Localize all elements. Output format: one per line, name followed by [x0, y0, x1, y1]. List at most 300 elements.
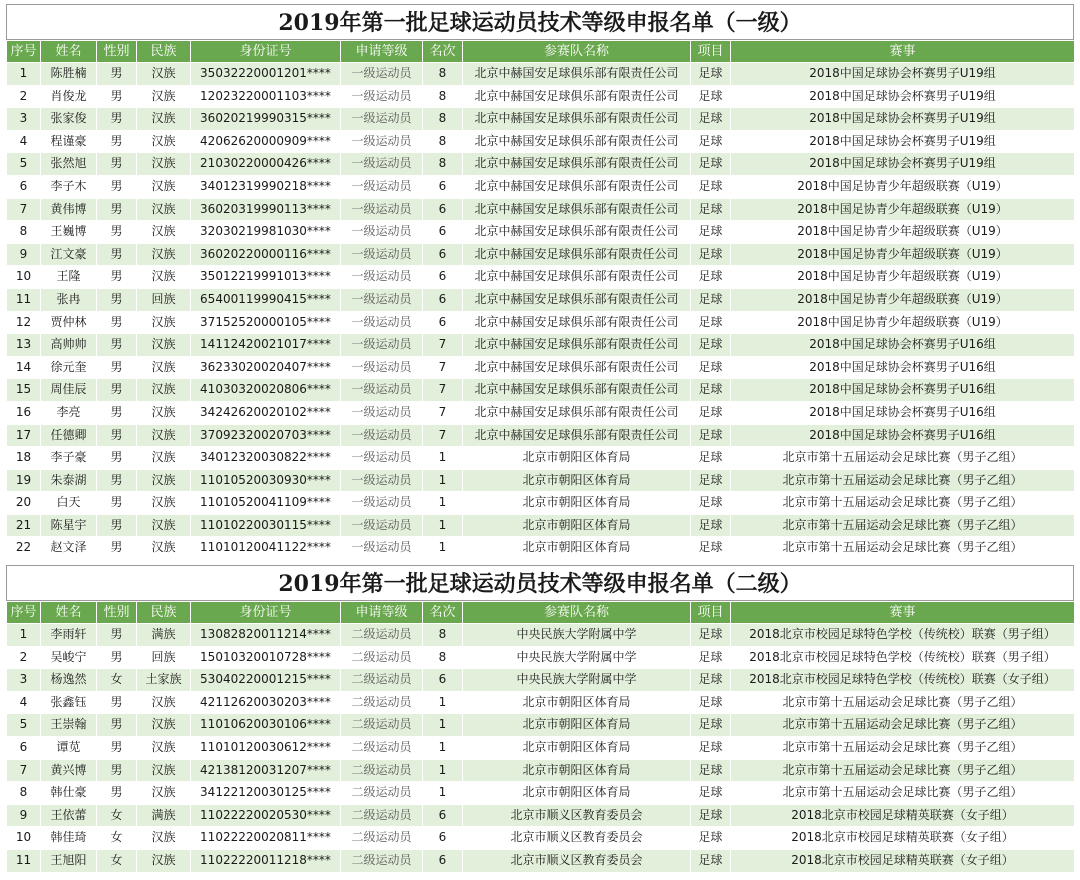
cell-id-number: 15010320010728****	[191, 646, 341, 669]
cell-sport: 足球	[691, 288, 731, 311]
cell-level: 一级运动员	[341, 424, 423, 447]
cell-seq: 21	[7, 514, 41, 537]
table-row	[7, 401, 1075, 424]
cell-name: 高帅帅	[41, 334, 97, 357]
cell-sport: 足球	[691, 714, 731, 737]
cell-level: 一级运动员	[341, 130, 423, 153]
cell-level: 二级运动员	[341, 759, 423, 782]
cell-seq: 2	[7, 646, 41, 669]
cell-id-number: 12023220001103****	[191, 85, 341, 108]
table-row	[7, 646, 1075, 669]
cell-sport: 足球	[691, 85, 731, 108]
cell-team: 北京中赫国安足球俱乐部有限责任公司	[463, 85, 691, 108]
cell-id-number: 14112420021017****	[191, 334, 341, 357]
table-row	[7, 108, 1075, 131]
cell-rank: 7	[423, 379, 463, 402]
cell-rank: 7	[423, 401, 463, 424]
table-row	[7, 153, 1075, 176]
column-header-ethnicity: 民族	[137, 41, 191, 63]
cell-gender: 女	[97, 669, 137, 692]
cell-name: 谭苋	[41, 736, 97, 759]
cell-gender: 男	[97, 130, 137, 153]
cell-ethnicity: 汉族	[137, 759, 191, 782]
cell-id-number: 32030219981030****	[191, 221, 341, 244]
cell-seq: 6	[7, 736, 41, 759]
cell-competition: 2018北京市校园足球精英联赛（女子组）	[731, 827, 1075, 850]
cell-id-number: 42062620000909****	[191, 130, 341, 153]
cell-id-number: 35032220001201****	[191, 63, 341, 86]
cell-gender: 男	[97, 514, 137, 537]
first-level-list	[6, 4, 1074, 560]
cell-ethnicity: 汉族	[137, 492, 191, 515]
cell-level: 一级运动员	[341, 334, 423, 357]
cell-level: 一级运动员	[341, 266, 423, 289]
cell-gender: 男	[97, 379, 137, 402]
cell-seq: 3	[7, 669, 41, 692]
cell-gender: 男	[97, 537, 137, 560]
cell-ethnicity: 汉族	[137, 198, 191, 221]
cell-id-number: 36020219990315****	[191, 108, 341, 131]
cell-seq: 2	[7, 85, 41, 108]
cell-id-number: 11022220011218****	[191, 849, 341, 872]
cell-ethnicity: 汉族	[137, 243, 191, 266]
cell-level: 一级运动员	[341, 537, 423, 560]
cell-rank: 6	[423, 198, 463, 221]
first-level-title: 2019年第一批足球运动员技术等级申报名单（一级）	[6, 4, 1074, 40]
cell-gender: 男	[97, 424, 137, 447]
cell-ethnicity: 汉族	[137, 714, 191, 737]
cell-name: 王崇翰	[41, 714, 97, 737]
cell-sport: 足球	[691, 198, 731, 221]
cell-rank: 7	[423, 356, 463, 379]
table-row	[7, 514, 1075, 537]
column-header-level: 申请等级	[341, 602, 423, 624]
table-row	[7, 469, 1075, 492]
cell-level: 一级运动员	[341, 447, 423, 470]
cell-level: 一级运动员	[341, 153, 423, 176]
cell-sport: 足球	[691, 469, 731, 492]
cell-competition: 2018北京市校园足球特色学校（传统校）联赛（男子组）	[731, 624, 1075, 647]
cell-name: 黄伟博	[41, 198, 97, 221]
cell-sport: 足球	[691, 266, 731, 289]
cell-competition: 北京市第十五届运动会足球比赛（男子乙组）	[731, 691, 1075, 714]
cell-seq: 8	[7, 221, 41, 244]
cell-team: 中央民族大学附属中学	[463, 669, 691, 692]
cell-name: 肖俊龙	[41, 85, 97, 108]
cell-id-number: 37092320020703****	[191, 424, 341, 447]
table-row	[7, 691, 1075, 714]
cell-team: 北京市朝阳区体育局	[463, 782, 691, 805]
cell-seq: 11	[7, 288, 41, 311]
column-header-level: 申请等级	[341, 41, 423, 63]
cell-gender: 男	[97, 401, 137, 424]
cell-team: 北京中赫国安足球俱乐部有限责任公司	[463, 334, 691, 357]
column-header-rank: 名次	[423, 41, 463, 63]
cell-rank: 8	[423, 646, 463, 669]
cell-sport: 足球	[691, 63, 731, 86]
table-row	[7, 424, 1075, 447]
cell-seq: 1	[7, 624, 41, 647]
cell-sport: 足球	[691, 175, 731, 198]
cell-level: 二级运动员	[341, 804, 423, 827]
cell-ethnicity: 土家族	[137, 669, 191, 692]
table-row	[7, 198, 1075, 221]
cell-id-number: 34012319990218****	[191, 175, 341, 198]
cell-team: 北京市朝阳区体育局	[463, 736, 691, 759]
cell-id-number: 42112620030203****	[191, 691, 341, 714]
cell-rank: 1	[423, 759, 463, 782]
cell-ethnicity: 回族	[137, 646, 191, 669]
cell-seq: 16	[7, 401, 41, 424]
cell-id-number: 11010120041122****	[191, 537, 341, 560]
cell-sport: 足球	[691, 646, 731, 669]
cell-team: 北京市朝阳区体育局	[463, 759, 691, 782]
cell-team: 北京中赫国安足球俱乐部有限责任公司	[463, 221, 691, 244]
table-row	[7, 175, 1075, 198]
cell-id-number: 11010520030930****	[191, 469, 341, 492]
table-row	[7, 288, 1075, 311]
cell-ethnicity: 汉族	[137, 447, 191, 470]
cell-competition: 北京市第十五届运动会足球比赛（男子乙组）	[731, 759, 1075, 782]
cell-sport: 足球	[691, 108, 731, 131]
cell-gender: 男	[97, 311, 137, 334]
cell-competition: 2018中国足球协会杯赛男子U19组	[731, 130, 1075, 153]
cell-seq: 3	[7, 108, 41, 131]
table-header-row	[7, 41, 1075, 63]
cell-rank: 6	[423, 311, 463, 334]
cell-gender: 男	[97, 759, 137, 782]
table-row	[7, 266, 1075, 289]
table-row	[7, 243, 1075, 266]
cell-sport: 足球	[691, 356, 731, 379]
cell-gender: 男	[97, 221, 137, 244]
table-row	[7, 492, 1075, 515]
cell-rank: 1	[423, 537, 463, 560]
cell-id-number: 37152520000105****	[191, 311, 341, 334]
cell-ethnicity: 汉族	[137, 63, 191, 86]
cell-seq: 1	[7, 63, 41, 86]
cell-team: 北京中赫国安足球俱乐部有限责任公司	[463, 175, 691, 198]
table-row	[7, 130, 1075, 153]
cell-rank: 1	[423, 447, 463, 470]
cell-rank: 8	[423, 153, 463, 176]
cell-seq: 13	[7, 334, 41, 357]
cell-sport: 足球	[691, 379, 731, 402]
cell-seq: 7	[7, 198, 41, 221]
cell-sport: 足球	[691, 782, 731, 805]
cell-rank: 1	[423, 469, 463, 492]
cell-rank: 6	[423, 804, 463, 827]
cell-rank: 8	[423, 85, 463, 108]
cell-competition: 2018中国足协青少年超级联赛（U19）	[731, 175, 1075, 198]
cell-rank: 8	[423, 624, 463, 647]
cell-gender: 男	[97, 108, 137, 131]
cell-competition: 2018中国足协青少年超级联赛（U19）	[731, 198, 1075, 221]
cell-seq: 12	[7, 311, 41, 334]
cell-name: 李亮	[41, 401, 97, 424]
table-row	[7, 221, 1075, 244]
cell-name: 周佳辰	[41, 379, 97, 402]
cell-id-number: 11010220030115****	[191, 514, 341, 537]
cell-level: 一级运动员	[341, 175, 423, 198]
cell-rank: 6	[423, 827, 463, 850]
cell-competition: 2018中国足球协会杯赛男子U16组	[731, 356, 1075, 379]
cell-rank: 6	[423, 669, 463, 692]
cell-id-number: 11010520041109****	[191, 492, 341, 515]
cell-rank: 8	[423, 130, 463, 153]
cell-name: 陈星宇	[41, 514, 97, 537]
cell-team: 北京市朝阳区体育局	[463, 691, 691, 714]
cell-level: 一级运动员	[341, 243, 423, 266]
cell-team: 北京市朝阳区体育局	[463, 469, 691, 492]
cell-competition: 北京市第十五届运动会足球比赛（男子乙组）	[731, 469, 1075, 492]
cell-ethnicity: 汉族	[137, 469, 191, 492]
table-row	[7, 63, 1075, 86]
second-level-list	[6, 565, 1074, 873]
cell-gender: 男	[97, 492, 137, 515]
cell-ethnicity: 汉族	[137, 849, 191, 872]
cell-ethnicity: 汉族	[137, 221, 191, 244]
cell-ethnicity: 汉族	[137, 266, 191, 289]
cell-level: 一级运动员	[341, 379, 423, 402]
cell-competition: 北京市第十五届运动会足球比赛（男子乙组）	[731, 514, 1075, 537]
cell-competition: 2018中国足球协会杯赛男子U19组	[731, 63, 1075, 86]
cell-rank: 6	[423, 221, 463, 244]
cell-seq: 22	[7, 537, 41, 560]
cell-seq: 11	[7, 849, 41, 872]
cell-team: 北京中赫国安足球俱乐部有限责任公司	[463, 288, 691, 311]
cell-sport: 足球	[691, 492, 731, 515]
cell-rank: 1	[423, 492, 463, 515]
cell-team: 北京市朝阳区体育局	[463, 537, 691, 560]
cell-team: 北京市朝阳区体育局	[463, 714, 691, 737]
cell-rank: 6	[423, 288, 463, 311]
cell-team: 北京市朝阳区体育局	[463, 492, 691, 515]
cell-competition: 2018北京市校园足球特色学校（传统校）联赛（女子组）	[731, 669, 1075, 692]
cell-sport: 足球	[691, 537, 731, 560]
cell-competition: 2018中国足协青少年超级联赛（U19）	[731, 266, 1075, 289]
cell-id-number: 36020220000116****	[191, 243, 341, 266]
cell-competition: 2018中国足协青少年超级联赛（U19）	[731, 243, 1075, 266]
cell-id-number: 36020319990113****	[191, 198, 341, 221]
cell-id-number: 11022220020530****	[191, 804, 341, 827]
cell-level: 一级运动员	[341, 356, 423, 379]
cell-name: 赵文泽	[41, 537, 97, 560]
cell-seq: 19	[7, 469, 41, 492]
cell-gender: 男	[97, 736, 137, 759]
cell-seq: 18	[7, 447, 41, 470]
cell-rank: 6	[423, 266, 463, 289]
table-row	[7, 379, 1075, 402]
cell-team: 北京中赫国安足球俱乐部有限责任公司	[463, 130, 691, 153]
cell-team: 北京市朝阳区体育局	[463, 514, 691, 537]
cell-seq: 8	[7, 782, 41, 805]
column-header-gender: 性别	[97, 602, 137, 624]
cell-id-number: 42138120031207****	[191, 759, 341, 782]
cell-name: 徐元奎	[41, 356, 97, 379]
table-row	[7, 804, 1075, 827]
cell-id-number: 11010620030106****	[191, 714, 341, 737]
cell-level: 一级运动员	[341, 311, 423, 334]
cell-sport: 足球	[691, 447, 731, 470]
cell-name: 王巍博	[41, 221, 97, 244]
cell-id-number: 65400119990415****	[191, 288, 341, 311]
column-header-gender: 性别	[97, 41, 137, 63]
cell-seq: 10	[7, 827, 41, 850]
cell-competition: 2018中国足球协会杯赛男子U16组	[731, 334, 1075, 357]
cell-id-number: 35012219991013****	[191, 266, 341, 289]
cell-sport: 足球	[691, 849, 731, 872]
cell-competition: 2018中国足球协会杯赛男子U19组	[731, 108, 1075, 131]
cell-seq: 9	[7, 804, 41, 827]
cell-gender: 男	[97, 153, 137, 176]
cell-name: 李子木	[41, 175, 97, 198]
cell-team: 中央民族大学附属中学	[463, 624, 691, 647]
cell-ethnicity: 满族	[137, 624, 191, 647]
table-row	[7, 537, 1075, 560]
table-row	[7, 782, 1075, 805]
cell-competition: 2018中国足球协会杯赛男子U16组	[731, 424, 1075, 447]
cell-seq: 6	[7, 175, 41, 198]
cell-seq: 9	[7, 243, 41, 266]
cell-rank: 1	[423, 691, 463, 714]
column-header-sport: 项目	[691, 41, 731, 63]
cell-name: 朱泰湖	[41, 469, 97, 492]
cell-sport: 足球	[691, 691, 731, 714]
cell-sport: 足球	[691, 130, 731, 153]
column-header-name: 姓名	[41, 41, 97, 63]
cell-team: 北京市朝阳区体育局	[463, 447, 691, 470]
cell-id-number: 13082820011214****	[191, 624, 341, 647]
cell-rank: 8	[423, 108, 463, 131]
cell-name: 贾仲林	[41, 311, 97, 334]
table-row	[7, 334, 1075, 357]
cell-level: 一级运动员	[341, 63, 423, 86]
table-row	[7, 447, 1075, 470]
cell-seq: 7	[7, 759, 41, 782]
cell-sport: 足球	[691, 804, 731, 827]
cell-level: 一级运动员	[341, 469, 423, 492]
cell-sport: 足球	[691, 827, 731, 850]
cell-sport: 足球	[691, 759, 731, 782]
cell-gender: 男	[97, 691, 137, 714]
cell-ethnicity: 汉族	[137, 334, 191, 357]
table-row	[7, 759, 1075, 782]
cell-competition: 北京市第十五届运动会足球比赛（男子乙组）	[731, 782, 1075, 805]
cell-team: 北京中赫国安足球俱乐部有限责任公司	[463, 108, 691, 131]
cell-team: 北京市顺义区教育委员会	[463, 804, 691, 827]
cell-name: 张家俊	[41, 108, 97, 131]
table-row	[7, 356, 1075, 379]
cell-ethnicity: 回族	[137, 288, 191, 311]
cell-team: 北京市顺义区教育委员会	[463, 827, 691, 850]
cell-id-number: 36233020020407****	[191, 356, 341, 379]
cell-team: 中央民族大学附属中学	[463, 646, 691, 669]
cell-ethnicity: 汉族	[137, 424, 191, 447]
cell-ethnicity: 汉族	[137, 85, 191, 108]
column-header-seq: 序号	[7, 602, 41, 624]
cell-sport: 足球	[691, 311, 731, 334]
cell-team: 北京中赫国安足球俱乐部有限责任公司	[463, 153, 691, 176]
cell-competition: 北京市第十五届运动会足球比赛（男子乙组）	[731, 736, 1075, 759]
cell-gender: 男	[97, 266, 137, 289]
cell-name: 陈胜楠	[41, 63, 97, 86]
cell-ethnicity: 汉族	[137, 311, 191, 334]
cell-name: 任德卿	[41, 424, 97, 447]
cell-id-number: 21030220000426****	[191, 153, 341, 176]
table-row	[7, 669, 1075, 692]
cell-name: 王旭阳	[41, 849, 97, 872]
cell-rank: 7	[423, 334, 463, 357]
column-header-id-number: 身份证号	[191, 41, 341, 63]
cell-name: 韩佳琦	[41, 827, 97, 850]
cell-id-number: 34012320030822****	[191, 447, 341, 470]
cell-competition: 2018中国足球协会杯赛男子U19组	[731, 85, 1075, 108]
cell-rank: 6	[423, 849, 463, 872]
cell-level: 二级运动员	[341, 736, 423, 759]
cell-gender: 男	[97, 714, 137, 737]
cell-seq: 4	[7, 130, 41, 153]
cell-name: 吴峻宁	[41, 646, 97, 669]
cell-level: 二级运动员	[341, 782, 423, 805]
cell-id-number: 11022220020811****	[191, 827, 341, 850]
cell-team: 北京中赫国安足球俱乐部有限责任公司	[463, 379, 691, 402]
cell-name: 李雨轩	[41, 624, 97, 647]
table-row	[7, 827, 1075, 850]
cell-team: 北京中赫国安足球俱乐部有限责任公司	[463, 266, 691, 289]
cell-competition: 2018中国足球协会杯赛男子U16组	[731, 401, 1075, 424]
cell-level: 二级运动员	[341, 646, 423, 669]
column-header-competition: 赛事	[731, 602, 1075, 624]
cell-sport: 足球	[691, 153, 731, 176]
cell-gender: 男	[97, 782, 137, 805]
cell-seq: 15	[7, 379, 41, 402]
cell-rank: 6	[423, 175, 463, 198]
cell-sport: 足球	[691, 401, 731, 424]
cell-rank: 8	[423, 63, 463, 86]
cell-seq: 5	[7, 153, 41, 176]
cell-gender: 女	[97, 849, 137, 872]
cell-team: 北京市顺义区教育委员会	[463, 849, 691, 872]
cell-team: 北京中赫国安足球俱乐部有限责任公司	[463, 356, 691, 379]
cell-sport: 足球	[691, 424, 731, 447]
cell-level: 二级运动员	[341, 849, 423, 872]
cell-competition: 北京市第十五届运动会足球比赛（男子乙组）	[731, 537, 1075, 560]
cell-ethnicity: 汉族	[137, 356, 191, 379]
cell-name: 张然旭	[41, 153, 97, 176]
cell-gender: 男	[97, 175, 137, 198]
cell-level: 二级运动员	[341, 691, 423, 714]
column-header-seq: 序号	[7, 41, 41, 63]
cell-competition: 2018北京市校园足球精英联赛（女子组）	[731, 804, 1075, 827]
cell-gender: 女	[97, 804, 137, 827]
column-header-id-number: 身份证号	[191, 602, 341, 624]
cell-level: 一级运动员	[341, 288, 423, 311]
cell-team: 北京中赫国安足球俱乐部有限责任公司	[463, 243, 691, 266]
cell-sport: 足球	[691, 334, 731, 357]
cell-level: 一级运动员	[341, 514, 423, 537]
cell-ethnicity: 汉族	[137, 130, 191, 153]
cell-gender: 男	[97, 624, 137, 647]
cell-level: 一级运动员	[341, 198, 423, 221]
column-header-name: 姓名	[41, 602, 97, 624]
cell-team: 北京中赫国安足球俱乐部有限责任公司	[463, 198, 691, 221]
table-row	[7, 736, 1075, 759]
cell-seq: 5	[7, 714, 41, 737]
cell-name: 杨逸然	[41, 669, 97, 692]
cell-ethnicity: 汉族	[137, 782, 191, 805]
cell-competition: 北京市第十五届运动会足球比赛（男子乙组）	[731, 492, 1075, 515]
